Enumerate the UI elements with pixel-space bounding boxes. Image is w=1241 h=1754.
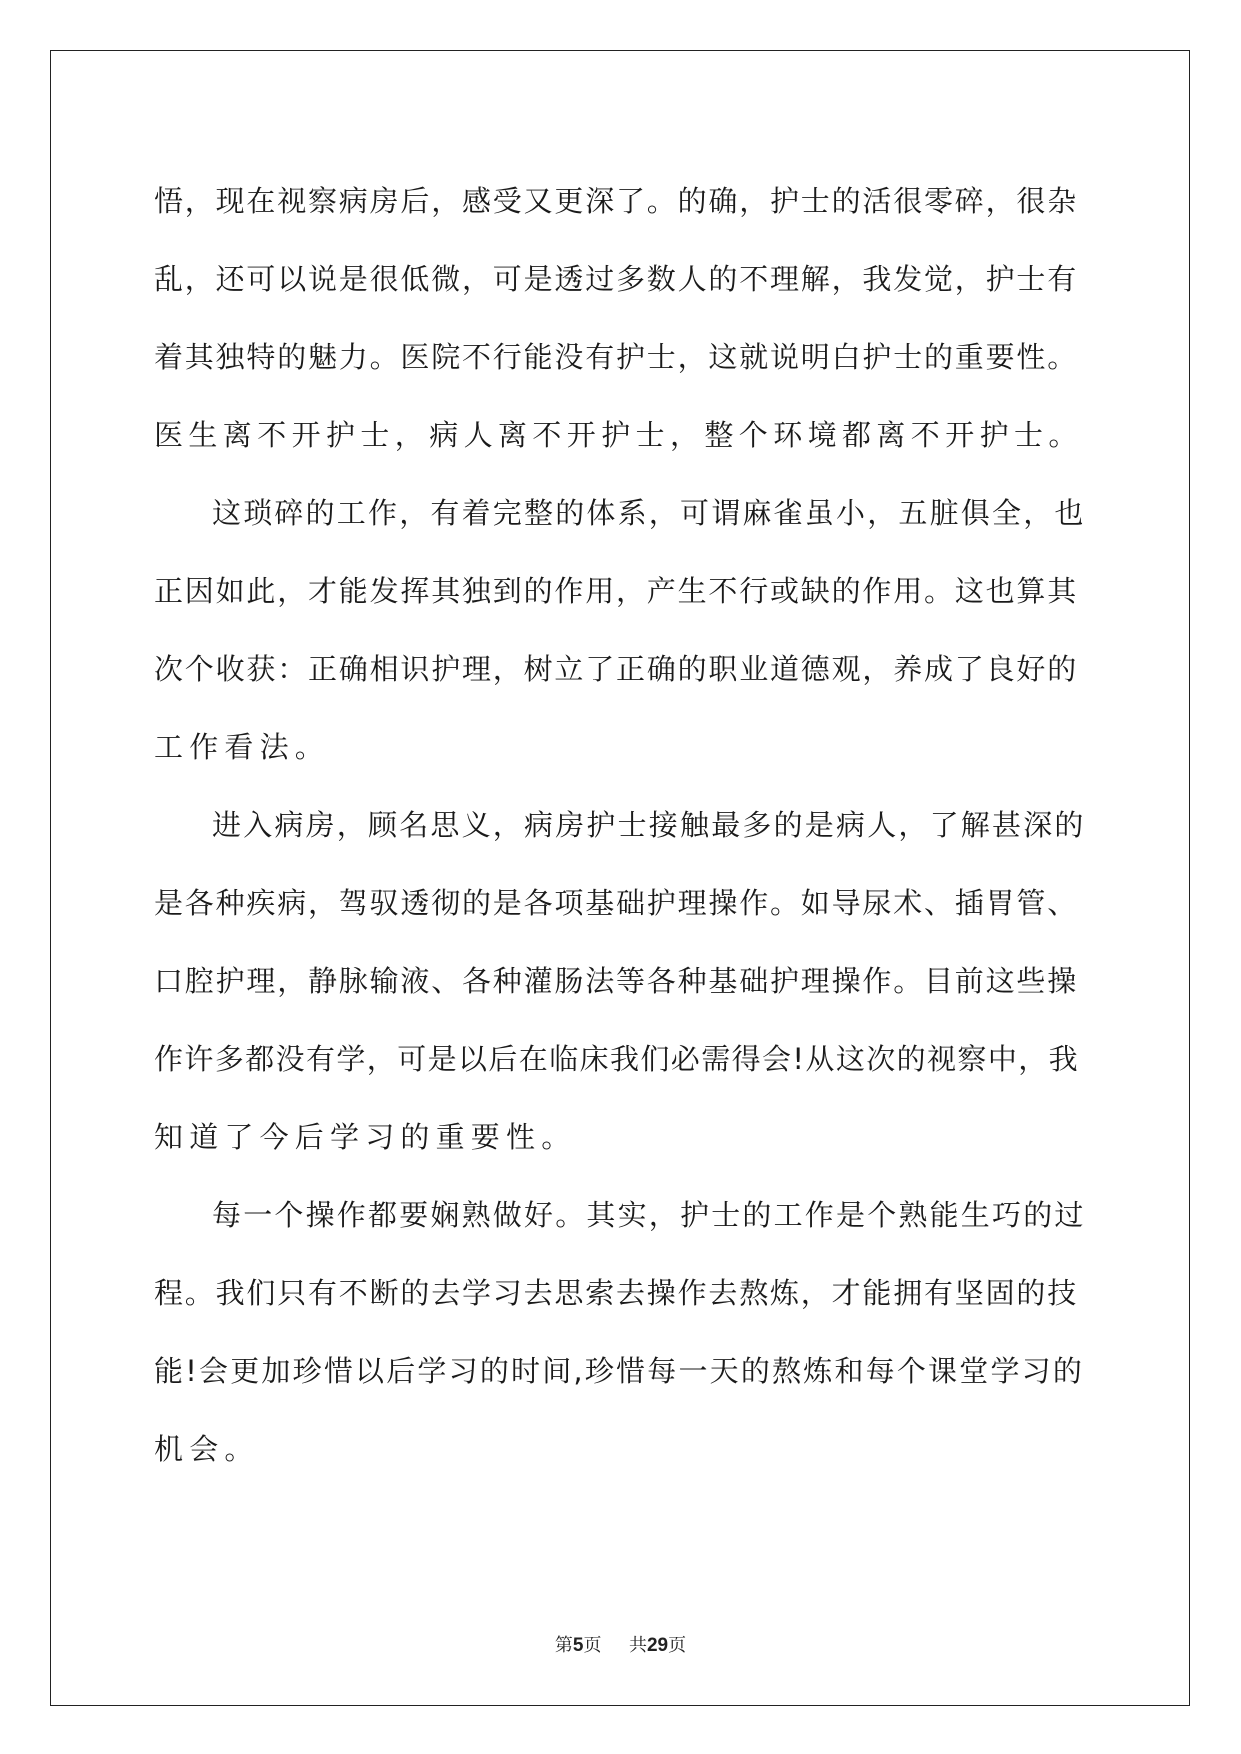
total-prefix: 共 xyxy=(628,1635,647,1656)
page-footer xyxy=(0,1631,1241,1657)
text-line: 悟，现在视察病房后，感受又更深了。的确，护士的活很零碎，很杂 xyxy=(154,184,1079,218)
text-line: 次个收获：正确相识护理，树立了正确的职业道德观，养成了良好的 xyxy=(154,652,1079,686)
page-prefix: 第 xyxy=(554,1635,573,1656)
text-line: 工作看法。 xyxy=(154,730,331,764)
page-total xyxy=(629,1631,686,1657)
text-line: 机会。 xyxy=(154,1432,260,1466)
page-number xyxy=(555,1631,602,1657)
text-line: 作许多都没有学，可是以后在临床我们必需得会!从这次的视察中，我 xyxy=(154,1042,1080,1076)
text-line: 知道了今后学习的重要性。 xyxy=(154,1120,577,1154)
paragraph-3 xyxy=(154,786,1086,1176)
text-line: 能!会更加珍惜以后学习的时间,珍惜每一天的熬炼和每个课堂学习的 xyxy=(154,1354,1085,1388)
paragraph-1 xyxy=(154,162,1086,474)
text-line: 着其独特的魅力。医院不行能没有护士，这就说明白护士的重要性。 xyxy=(154,340,1079,374)
paragraph-2 xyxy=(154,474,1086,786)
text-line: 每一个操作都要娴熟做好。其实，护士的工作是个熟能生巧的过 xyxy=(212,1198,1086,1232)
text-line: 是各种疾病，驾驭透彻的是各项基础护理操作。如导尿术、插胃管、 xyxy=(154,886,1079,920)
page-suffix: 页 xyxy=(583,1635,602,1656)
text-line: 进入病房，顾名思义，病房护士接触最多的是病人，了解甚深的 xyxy=(212,808,1086,842)
total-pages: 29 xyxy=(646,1635,669,1656)
document-body xyxy=(154,162,1086,1488)
text-line: 程。我们只有不断的去学习去思索去操作去熬炼，才能拥有坚固的技 xyxy=(154,1276,1079,1310)
total-suffix: 页 xyxy=(668,1635,687,1656)
text-line: 医生离不开护士，病人离不开护士，整个环境都离不开护士。 xyxy=(154,418,1083,452)
paragraph-4 xyxy=(154,1176,1086,1488)
text-line: 乱，还可以说是很低微，可是透过多数人的不理解，我发觉，护士有 xyxy=(154,262,1079,296)
text-line: 口腔护理，静脉输液、各种灌肠法等各种基础护理操作。目前这些操 xyxy=(154,964,1079,998)
current-page: 5 xyxy=(572,1635,584,1656)
text-line: 正因如此，才能发挥其独到的作用，产生不行或缺的作用。这也算其 xyxy=(154,574,1079,608)
text-line: 这琐碎的工作，有着完整的体系，可谓麻雀虽小，五脏俱全，也 xyxy=(212,496,1086,530)
